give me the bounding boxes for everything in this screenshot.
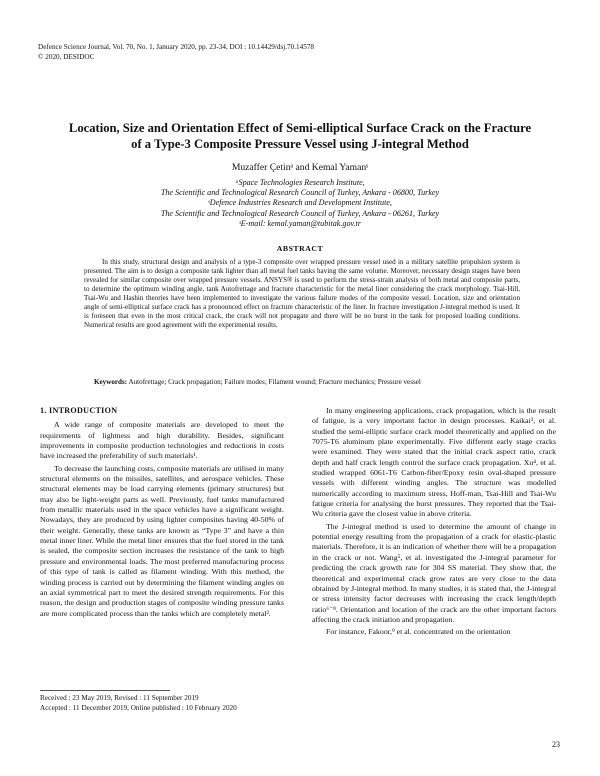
page-number: 23 [552, 740, 560, 749]
affiliation-line: ᵃSpace Technologies Research Institute, [235, 178, 365, 187]
column-right [312, 406, 556, 638]
keywords [94, 378, 534, 386]
author-list: Muzaffer Çetinᵃ and Kemal Yamanˢ [231, 162, 369, 173]
keywords-text: Autofrettage; Crack propagation; Failure modes; Filament wound; Fracture mechanics; Pressure vessel [128, 378, 421, 386]
paragraph: A wide range of composite materials are developed to meet the requirements of lightness and high durability. Besides, significant improvements in composite production technologies and reductions in costs have increased the preferability of such materials¹. [40, 420, 284, 461]
abstract-body: In this study, structural design and analysis of a type-3 composite over wrapped pressure vessel used in a military satellite propulsion system is presented. The aim is to design a composite tank lighter than all metal fuel tanks having the same volume. Moreover, necessary design stages have been revealed for similar composite over wrapped pressure vessels. ANSYS® is used to perform the stress-strain analysis of both metal and composite parts, to determine the optimum winding angle, tank Autofrettage and fracture characteristic for the metal liner considering the crack morphology. Tsai-Hill, Tsai-Wu and Hashin theories have been implemented to investigate the various failure modes of the composite vessel. Location, size and orientation angle of semi-elliptical surface crack has a pronounced effect on fracture characteristic of the liner. In fracture investigation J-integral method is used. It is foreseen that even in the most critical crack, the crack will not propagate and there will be no burst in the tank for proposed loading conditions. Numerical results are good agreement with the experimental results. [84, 258, 520, 330]
paper-title [30, 120, 570, 152]
title-line-2: of a Type-3 Composite Pressure Vessel using J-integral Method [131, 137, 469, 151]
accepted-date: Accepted : 11 December 2019, Online published : 10 February 2020 [40, 704, 237, 712]
section-heading-introduction: 1. INTRODUCTION [40, 406, 118, 415]
journal-header [38, 42, 314, 62]
footnote-divider [40, 690, 170, 691]
copyright-line: © 2020, DESIDOC [38, 53, 95, 61]
keywords-label: Keywords: [94, 378, 128, 386]
affiliation-line: The Scientific and Technological Research Council of Turkey, Ankara - 06800, Turkey [160, 188, 440, 198]
paragraph: In many engineering applications, crack propagation, which is the result of fatigue, is a very important factor in design processes. Kaikai³, et al. studied the semi-elliptic surface crack model theoretically and applied on the 7075-T6 aluminum plate experimentally. Five different early stage cracks were examined. They were stated that the initial crack aspect ratio, crack depth and half crack length control the surface crack propagation. Xu⁴, et al. studied wrapped 6061-T6 Carbon-fiber/Epoxy resin oval-shaped pressure vessels with different winding angles. The structure was modelled numerically according to maximum stress, Hoff-man, Tsai-Hill and Tsai-Wu fatigue criteria for analysing the burst pressures. They reported that the Tsai-Wu criteria gave the closest value in above criteria. [312, 406, 556, 519]
affiliation-line: ˢDefence Industries Research and Development Institute, [208, 198, 392, 208]
journal-citation: Defence Science Journal, Vol. 70, No. 1, January 2020, pp. 23-34, DOI : 10.14429/dsj.70.14578 [38, 43, 315, 51]
abstract-heading: ABSTRACT [276, 244, 324, 253]
contact-email: ˢE-mail: kemal.yaman@tubitak.gov.tr [239, 218, 361, 228]
paragraph: The J-integral method is used to determine the amount of change in potential energy resulting from the propagation of a crack for elastic-plastic materials. Therefore, it is an indication of whether there will be a propagation in the crack or not. Wang⁵, et al. investigated the J-integral parameter for predicting the crack growth rate for 304 SS material. They show that, the theoretical and experimental crack grow rates are very close to the data obtained by J-integral method. In many studies, it is stated that, the J-integral or stress intensity factor decreases with increasing the crack length/depth ratio⁶⁻⁸. Orientation and location of the crack are the other important factors affecting the crack initiation and propagation. [312, 521, 556, 624]
footnote-dates [40, 693, 237, 713]
affiliations [0, 178, 600, 229]
paragraph: For instance, Fakoor,⁹ et al. concentrated on the orientation [326, 627, 511, 637]
column-left [40, 406, 284, 619]
received-date: Received : 23 May 2019, Revised : 11 September 2019 [40, 694, 199, 702]
title-line-1: Location, Size and Orientation Effect of Semi-elliptical Surface Crack on the Fracture [68, 121, 532, 135]
affiliation-line: The Scientific and Technological Research Council of Turkey, Ankara - 06261, Turkey [160, 208, 440, 218]
paragraph: To decrease the launching costs, composite materials are utilised in many structural elements on the missiles, satellites, and aerospace vehicles. These structural elements may be load carrying elements (primary structures) but may also be light-weight parts as well. Previously, fuel tanks manufactured from metallic materials used in the space vehicles have a significant weight. Nowadays, they are produced by using lighter composites having 40-50% of their weight. Generally, these tanks are known as “Type 3” and have a thin metal inner liner. While the metal liner ensures that the fuel stored in the tank is sealed, the composite section increases the resistance of the tank to high pressure and environmental loads. The most preferred manufacturing process of this type of tank is called as filament winding. With this method, the winding process is carried out by determining the filament winding angles on an axial symmetrical part to meet the desired strength requirements. For this reason, the design and production stages of composite winding pressure tanks are more complicated process than the tanks which are completely metal². [40, 463, 284, 618]
